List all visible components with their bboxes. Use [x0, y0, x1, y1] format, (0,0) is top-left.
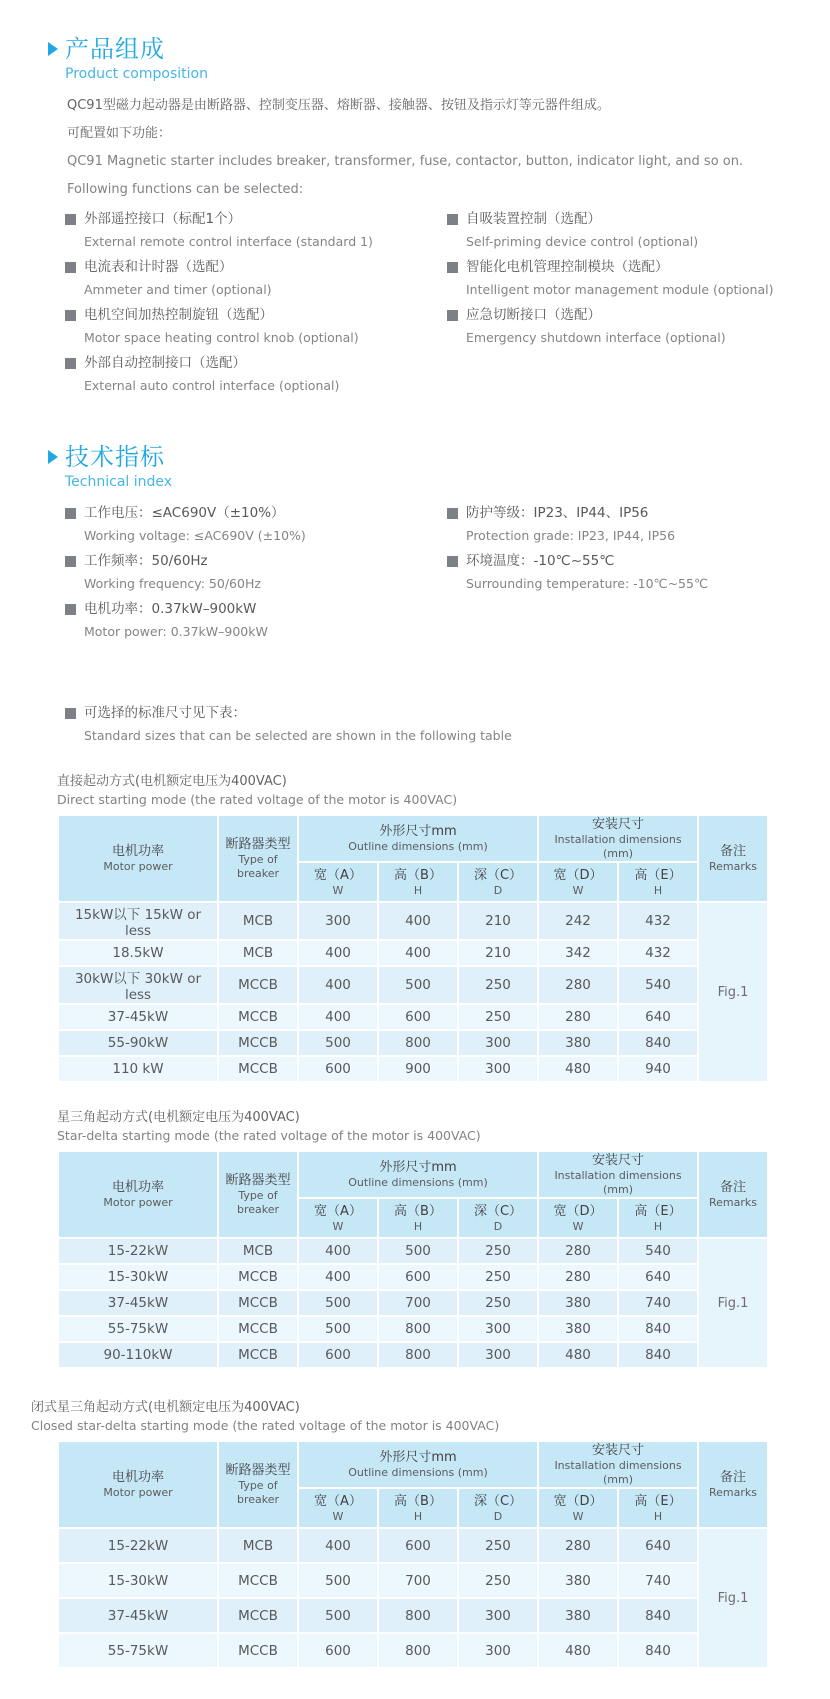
- motor-power-cell: 55-75kW: [58, 1633, 218, 1668]
- dimension-cell: 400: [298, 1264, 378, 1290]
- intro-line: QC91型磁力起动器是由断路器、控制变压器、熔断器、接触器、按钮及指示灯等元器件组成。: [67, 98, 610, 113]
- arrow-right-icon: [48, 450, 58, 464]
- direct-starting-table: [57, 814, 769, 1083]
- motor-power-cell: 37-45kW: [58, 1290, 218, 1316]
- col-breaker-type: 断路器类型 Type of breaker: [218, 815, 298, 902]
- col-height-e: 高（E） H: [618, 1488, 698, 1528]
- feature-item: [447, 208, 790, 253]
- dimension-cell: 500: [298, 1030, 378, 1056]
- dimension-cell: 500: [378, 1238, 458, 1264]
- dimension-cell: 640: [618, 1528, 698, 1563]
- col-height-e: 高（E） H: [618, 862, 698, 902]
- col-height-b: 高（B） H: [378, 1488, 458, 1528]
- table-row: [58, 1056, 768, 1082]
- dimension-cell: MCB: [218, 902, 298, 940]
- dimension-cell: MCCB: [218, 1056, 298, 1082]
- dimension-cell: 380: [538, 1030, 618, 1056]
- spec-zh: 工作电压：≤AC690V（±10%）: [84, 505, 285, 521]
- dimension-cell: 700: [378, 1563, 458, 1598]
- dimension-cell: 840: [618, 1030, 698, 1056]
- motor-power-cell: 90-110kW: [58, 1342, 218, 1368]
- feature-column-left: [65, 208, 447, 400]
- dimension-cell: 500: [378, 966, 458, 1004]
- star-delta-table: [57, 1150, 769, 1369]
- spacer: [48, 646, 790, 702]
- dimension-cell: 900: [378, 1056, 458, 1082]
- dimension-cell: 840: [618, 1316, 698, 1342]
- dimension-cell: 250: [458, 1238, 538, 1264]
- intro-line: Following functions can be selected:: [67, 182, 304, 197]
- motor-power-cell: 55-75kW: [58, 1316, 218, 1342]
- closed-star-delta-table: [57, 1440, 769, 1669]
- motor-power-cell: 15kW以下 15kW or less: [58, 902, 218, 940]
- col-remarks: 备注 Remarks: [698, 815, 768, 902]
- col-depth-c: 深（C） D: [458, 1488, 538, 1528]
- table-row: [58, 1030, 768, 1056]
- col-motor-power: 电机功率 Motor power: [58, 815, 218, 902]
- spec-zh: 环境温度：-10℃~55℃: [466, 553, 615, 569]
- feature-en: Self-priming device control (optional): [466, 234, 699, 249]
- feature-zh: 应急切断接口（选配）: [466, 307, 601, 323]
- section-title-zh: 技术指标: [65, 443, 165, 471]
- dimension-cell: 640: [618, 1264, 698, 1290]
- motor-power-cell: 37-45kW: [58, 1004, 218, 1030]
- dimension-cell: 740: [618, 1290, 698, 1316]
- dimension-cell: 480: [538, 1056, 618, 1082]
- dimension-cell: 380: [538, 1563, 618, 1598]
- dimension-cell: 300: [458, 1316, 538, 1342]
- product-composition-section: [48, 34, 790, 400]
- col-depth-c: 深（C） D: [458, 1198, 538, 1238]
- col-width-d: 宽（D） W: [538, 862, 618, 902]
- feature-en: Motor space heating control knob (optional): [84, 330, 359, 345]
- table-row: [58, 902, 768, 940]
- col-width-a: 宽（A） W: [298, 1488, 378, 1528]
- dimension-cell: 400: [298, 1004, 378, 1030]
- feature-en: External remote control interface (standard 1): [84, 234, 373, 249]
- dimension-cell: 280: [538, 966, 618, 1004]
- dimension-cell: 210: [458, 940, 538, 966]
- dimension-cell: 540: [618, 1238, 698, 1264]
- dimension-cell: 480: [538, 1633, 618, 1668]
- dimension-cell: 540: [618, 966, 698, 1004]
- feature-en: Emergency shutdown interface (optional): [466, 330, 726, 345]
- table-row: [58, 1004, 768, 1030]
- intro-line: QC91 Magnetic starter includes breaker, transformer, fuse, contactor, button, indicator light, and so on.: [67, 154, 744, 169]
- dimension-cell: 342: [538, 940, 618, 966]
- motor-power-cell: 15-30kW: [58, 1264, 218, 1290]
- table-row: [58, 1563, 768, 1598]
- dimension-cell: 400: [298, 1528, 378, 1563]
- spec-en: Surrounding temperature: -10℃~55℃: [466, 576, 708, 591]
- spec-item: [65, 598, 447, 643]
- arrow-right-icon: [48, 42, 58, 56]
- square-bullet-icon: [65, 708, 76, 719]
- table-caption: [57, 1109, 790, 1145]
- dimension-cell: 940: [618, 1056, 698, 1082]
- feature-zh: 自吸装置控制（选配）: [466, 211, 601, 227]
- dimension-cell: MCB: [218, 1528, 298, 1563]
- square-bullet-icon: [65, 508, 76, 519]
- table-row: [58, 1316, 768, 1342]
- dimension-cell: 280: [538, 1528, 618, 1563]
- spec-zh: 工作频率：50/60Hz: [84, 553, 208, 569]
- table-caption: [31, 1399, 790, 1435]
- dimension-cell: 800: [378, 1342, 458, 1368]
- dimension-cell: 600: [378, 1528, 458, 1563]
- spec-en: Motor power: 0.37kW–900kW: [84, 624, 268, 639]
- col-breaker-type: 断路器类型 Type of breaker: [218, 1151, 298, 1238]
- col-remarks: 备注 Remarks: [698, 1441, 768, 1528]
- table-caption-en: Direct starting mode (the rated voltage of the motor is 400VAC): [57, 792, 458, 807]
- dimension-cell: 800: [378, 1598, 458, 1633]
- spec-columns: [65, 502, 790, 646]
- feature-zh: 电机空间加热控制旋钮（选配）: [84, 307, 273, 323]
- dimension-cell: MCCB: [218, 1598, 298, 1633]
- dimension-cell: 380: [538, 1290, 618, 1316]
- dimension-cell: 400: [378, 940, 458, 966]
- section-title-en: Product composition: [65, 66, 208, 82]
- col-height-b: 高（B） H: [378, 1198, 458, 1238]
- square-bullet-icon: [65, 358, 76, 369]
- dimension-cell: 280: [538, 1264, 618, 1290]
- feature-zh: 外部自动控制接口（选配）: [84, 355, 246, 371]
- spec-item: [447, 502, 790, 547]
- spec-item: [65, 550, 447, 595]
- col-breaker-type: 断路器类型 Type of breaker: [218, 1441, 298, 1528]
- table-body: [58, 1528, 768, 1668]
- motor-power-cell: 30kW以下 30kW or less: [58, 966, 218, 1004]
- table-caption-zh: 闭式星三角起动方式(电机额定电压为400VAC): [31, 1400, 300, 1415]
- square-bullet-icon: [447, 508, 458, 519]
- intro-paragraphs: [67, 96, 790, 199]
- dimension-cell: 432: [618, 940, 698, 966]
- dimension-cell: 600: [298, 1633, 378, 1668]
- section-title-zh: 产品组成: [65, 35, 165, 63]
- spec-en: Working frequency: 50/60Hz: [84, 576, 261, 591]
- dimension-cell: MCCB: [218, 1264, 298, 1290]
- dimension-cell: 800: [378, 1030, 458, 1056]
- square-bullet-icon: [65, 214, 76, 225]
- dimension-cell: MCCB: [218, 1004, 298, 1030]
- dimension-cell: 250: [458, 1004, 538, 1030]
- dimension-cell: 700: [378, 1290, 458, 1316]
- dimension-cell: 500: [298, 1290, 378, 1316]
- table-row: [58, 940, 768, 966]
- dimension-cell: 250: [458, 1264, 538, 1290]
- dimension-cell: 500: [298, 1316, 378, 1342]
- square-bullet-icon: [447, 262, 458, 273]
- dimension-cell: 840: [618, 1633, 698, 1668]
- dimension-cell: 280: [538, 1004, 618, 1030]
- spec-en: Working voltage: ≤AC690V (±10%): [84, 528, 306, 543]
- dimension-cell: 380: [538, 1316, 618, 1342]
- spacer: [48, 400, 790, 442]
- table-head: [58, 1151, 768, 1238]
- feature-en: External auto control interface (optional): [84, 378, 340, 393]
- col-group-installation: 安装尺寸 Installation dimensions (mm): [538, 815, 698, 862]
- dimension-cell: MCB: [218, 940, 298, 966]
- dimension-cell: 380: [538, 1598, 618, 1633]
- dimension-cell: 800: [378, 1316, 458, 1342]
- dimension-cell: 640: [618, 1004, 698, 1030]
- motor-power-cell: 37-45kW: [58, 1598, 218, 1633]
- col-group-outline: 外形尺寸mm Outline dimensions (mm): [298, 1441, 538, 1488]
- table-row: [58, 1264, 768, 1290]
- square-bullet-icon: [65, 604, 76, 615]
- dimension-cell: MCCB: [218, 1563, 298, 1598]
- dimension-cell: 740: [618, 1563, 698, 1598]
- dimension-cell: 300: [298, 902, 378, 940]
- square-bullet-icon: [65, 262, 76, 273]
- motor-power-cell: 110 kW: [58, 1056, 218, 1082]
- remark-cell: Fig.1: [698, 1238, 768, 1368]
- spec-item: [65, 502, 447, 547]
- dimension-cell: 600: [298, 1056, 378, 1082]
- dimension-cell: 400: [298, 1238, 378, 1264]
- table-caption-zh: 星三角起动方式(电机额定电压为400VAC): [57, 1110, 300, 1125]
- dimension-cell: 300: [458, 1633, 538, 1668]
- dimension-cell: 400: [378, 902, 458, 940]
- dimension-cell: 480: [538, 1342, 618, 1368]
- dimension-cell: 600: [378, 1004, 458, 1030]
- spec-en: Protection grade: IP23, IP44, IP56: [466, 528, 676, 543]
- spec-column-right: [447, 502, 790, 646]
- technical-index-section: [48, 442, 790, 646]
- square-bullet-icon: [65, 310, 76, 321]
- dimension-cell: MCCB: [218, 1030, 298, 1056]
- table-body: [58, 1238, 768, 1368]
- dimension-cell: 600: [378, 1264, 458, 1290]
- dimension-cell: 400: [298, 940, 378, 966]
- feature-item: [65, 304, 447, 349]
- dimension-cell: 300: [458, 1342, 538, 1368]
- dimension-cell: 250: [458, 1528, 538, 1563]
- spec-item: [447, 550, 790, 595]
- table-row: [58, 1528, 768, 1563]
- dimension-cell: MCCB: [218, 1290, 298, 1316]
- dimension-cell: 840: [618, 1598, 698, 1633]
- feature-en: Ammeter and timer (optional): [84, 282, 272, 297]
- col-remarks: 备注 Remarks: [698, 1151, 768, 1238]
- dimension-cell: 432: [618, 902, 698, 940]
- section-heading: [48, 34, 790, 64]
- dimension-cell: 800: [378, 1633, 458, 1668]
- section-title-en: Technical index: [65, 474, 173, 490]
- col-height-b: 高（B） H: [378, 862, 458, 902]
- spec-zh: 防护等级：IP23、IP44、IP56: [466, 505, 649, 521]
- col-group-outline: 外形尺寸mm Outline dimensions (mm): [298, 1151, 538, 1198]
- dimension-cell: 300: [458, 1598, 538, 1633]
- col-width-a: 宽（A） W: [298, 862, 378, 902]
- feature-item: [447, 256, 790, 301]
- dimension-cell: MCCB: [218, 1316, 298, 1342]
- square-bullet-icon: [65, 556, 76, 567]
- table-caption-en: Star-delta starting mode (the rated voltage of the motor is 400VAC): [57, 1128, 481, 1143]
- feature-zh: 智能化电机管理控制模块（选配）: [466, 259, 669, 275]
- dimension-cell: 250: [458, 966, 538, 1004]
- feature-zh: 外部遥控接口（标配1个）: [84, 211, 242, 227]
- table-row: [58, 1238, 768, 1264]
- dimension-cell: 242: [538, 902, 618, 940]
- feature-item: [65, 352, 447, 397]
- col-group-installation: 安装尺寸 Installation dimensions (mm): [538, 1151, 698, 1198]
- dimension-cell: 500: [298, 1563, 378, 1598]
- square-bullet-icon: [447, 310, 458, 321]
- table-caption-zh: 直接起动方式(电机额定电压为400VAC): [57, 774, 287, 789]
- motor-power-cell: 18.5kW: [58, 940, 218, 966]
- dimension-cell: 250: [458, 1290, 538, 1316]
- dimension-cell: 210: [458, 902, 538, 940]
- col-depth-c: 深（C） D: [458, 862, 538, 902]
- table-row: [58, 1633, 768, 1668]
- table-body: [58, 902, 768, 1082]
- standard-sizes-note: [65, 702, 790, 747]
- motor-power-cell: 15-22kW: [58, 1238, 218, 1264]
- motor-power-cell: 15-22kW: [58, 1528, 218, 1563]
- table-caption-en: Closed star-delta starting mode (the rated voltage of the motor is 400VAC): [31, 1418, 500, 1433]
- spec-column-left: [65, 502, 447, 646]
- col-group-installation: 安装尺寸 Installation dimensions (mm): [538, 1441, 698, 1488]
- table-head: [58, 815, 768, 902]
- motor-power-cell: 15-30kW: [58, 1563, 218, 1598]
- dimension-cell: MCB: [218, 1238, 298, 1264]
- table-row: [58, 1342, 768, 1368]
- dimension-cell: MCCB: [218, 1342, 298, 1368]
- dimension-cell: 600: [298, 1342, 378, 1368]
- section-heading: [48, 442, 790, 472]
- col-width-a: 宽（A） W: [298, 1198, 378, 1238]
- feature-item: [447, 304, 790, 349]
- dimension-cell: 840: [618, 1342, 698, 1368]
- feature-column-right: [447, 208, 790, 400]
- dimension-cell: MCCB: [218, 966, 298, 1004]
- table-caption: [57, 773, 790, 809]
- dimension-cell: 280: [538, 1238, 618, 1264]
- col-width-d: 宽（D） W: [538, 1488, 618, 1528]
- motor-power-cell: 55-90kW: [58, 1030, 218, 1056]
- table-row: [58, 1290, 768, 1316]
- col-height-e: 高（E） H: [618, 1198, 698, 1238]
- intro-line: 可配置如下功能：: [67, 126, 172, 141]
- table-row: [58, 1598, 768, 1633]
- col-width-d: 宽（D） W: [538, 1198, 618, 1238]
- note-en: Standard sizes that can be selected are shown in the following table: [84, 728, 512, 743]
- table-row: [58, 966, 768, 1004]
- dimension-cell: MCCB: [218, 1633, 298, 1668]
- square-bullet-icon: [447, 214, 458, 225]
- note-zh: 可选择的标准尺寸见下表：: [84, 705, 246, 721]
- dimension-cell: 400: [298, 966, 378, 1004]
- remark-cell: Fig.1: [698, 902, 768, 1082]
- dimension-cell: 300: [458, 1056, 538, 1082]
- col-motor-power: 电机功率 Motor power: [58, 1151, 218, 1238]
- feature-en: Intelligent motor management module (optional): [466, 282, 774, 297]
- feature-item: [65, 208, 447, 253]
- feature-zh: 电流表和计时器（选配）: [84, 259, 233, 275]
- spec-zh: 电机功率：0.37kW–900kW: [84, 601, 257, 617]
- dimension-cell: 300: [458, 1030, 538, 1056]
- table-head: [58, 1441, 768, 1528]
- remark-cell: Fig.1: [698, 1528, 768, 1668]
- feature-item: [65, 256, 447, 301]
- col-motor-power: 电机功率 Motor power: [58, 1441, 218, 1528]
- dimension-cell: 500: [298, 1598, 378, 1633]
- feature-columns: [65, 208, 790, 400]
- dimension-cell: 250: [458, 1563, 538, 1598]
- square-bullet-icon: [447, 556, 458, 567]
- col-group-outline: 外形尺寸mm Outline dimensions (mm): [298, 815, 538, 862]
